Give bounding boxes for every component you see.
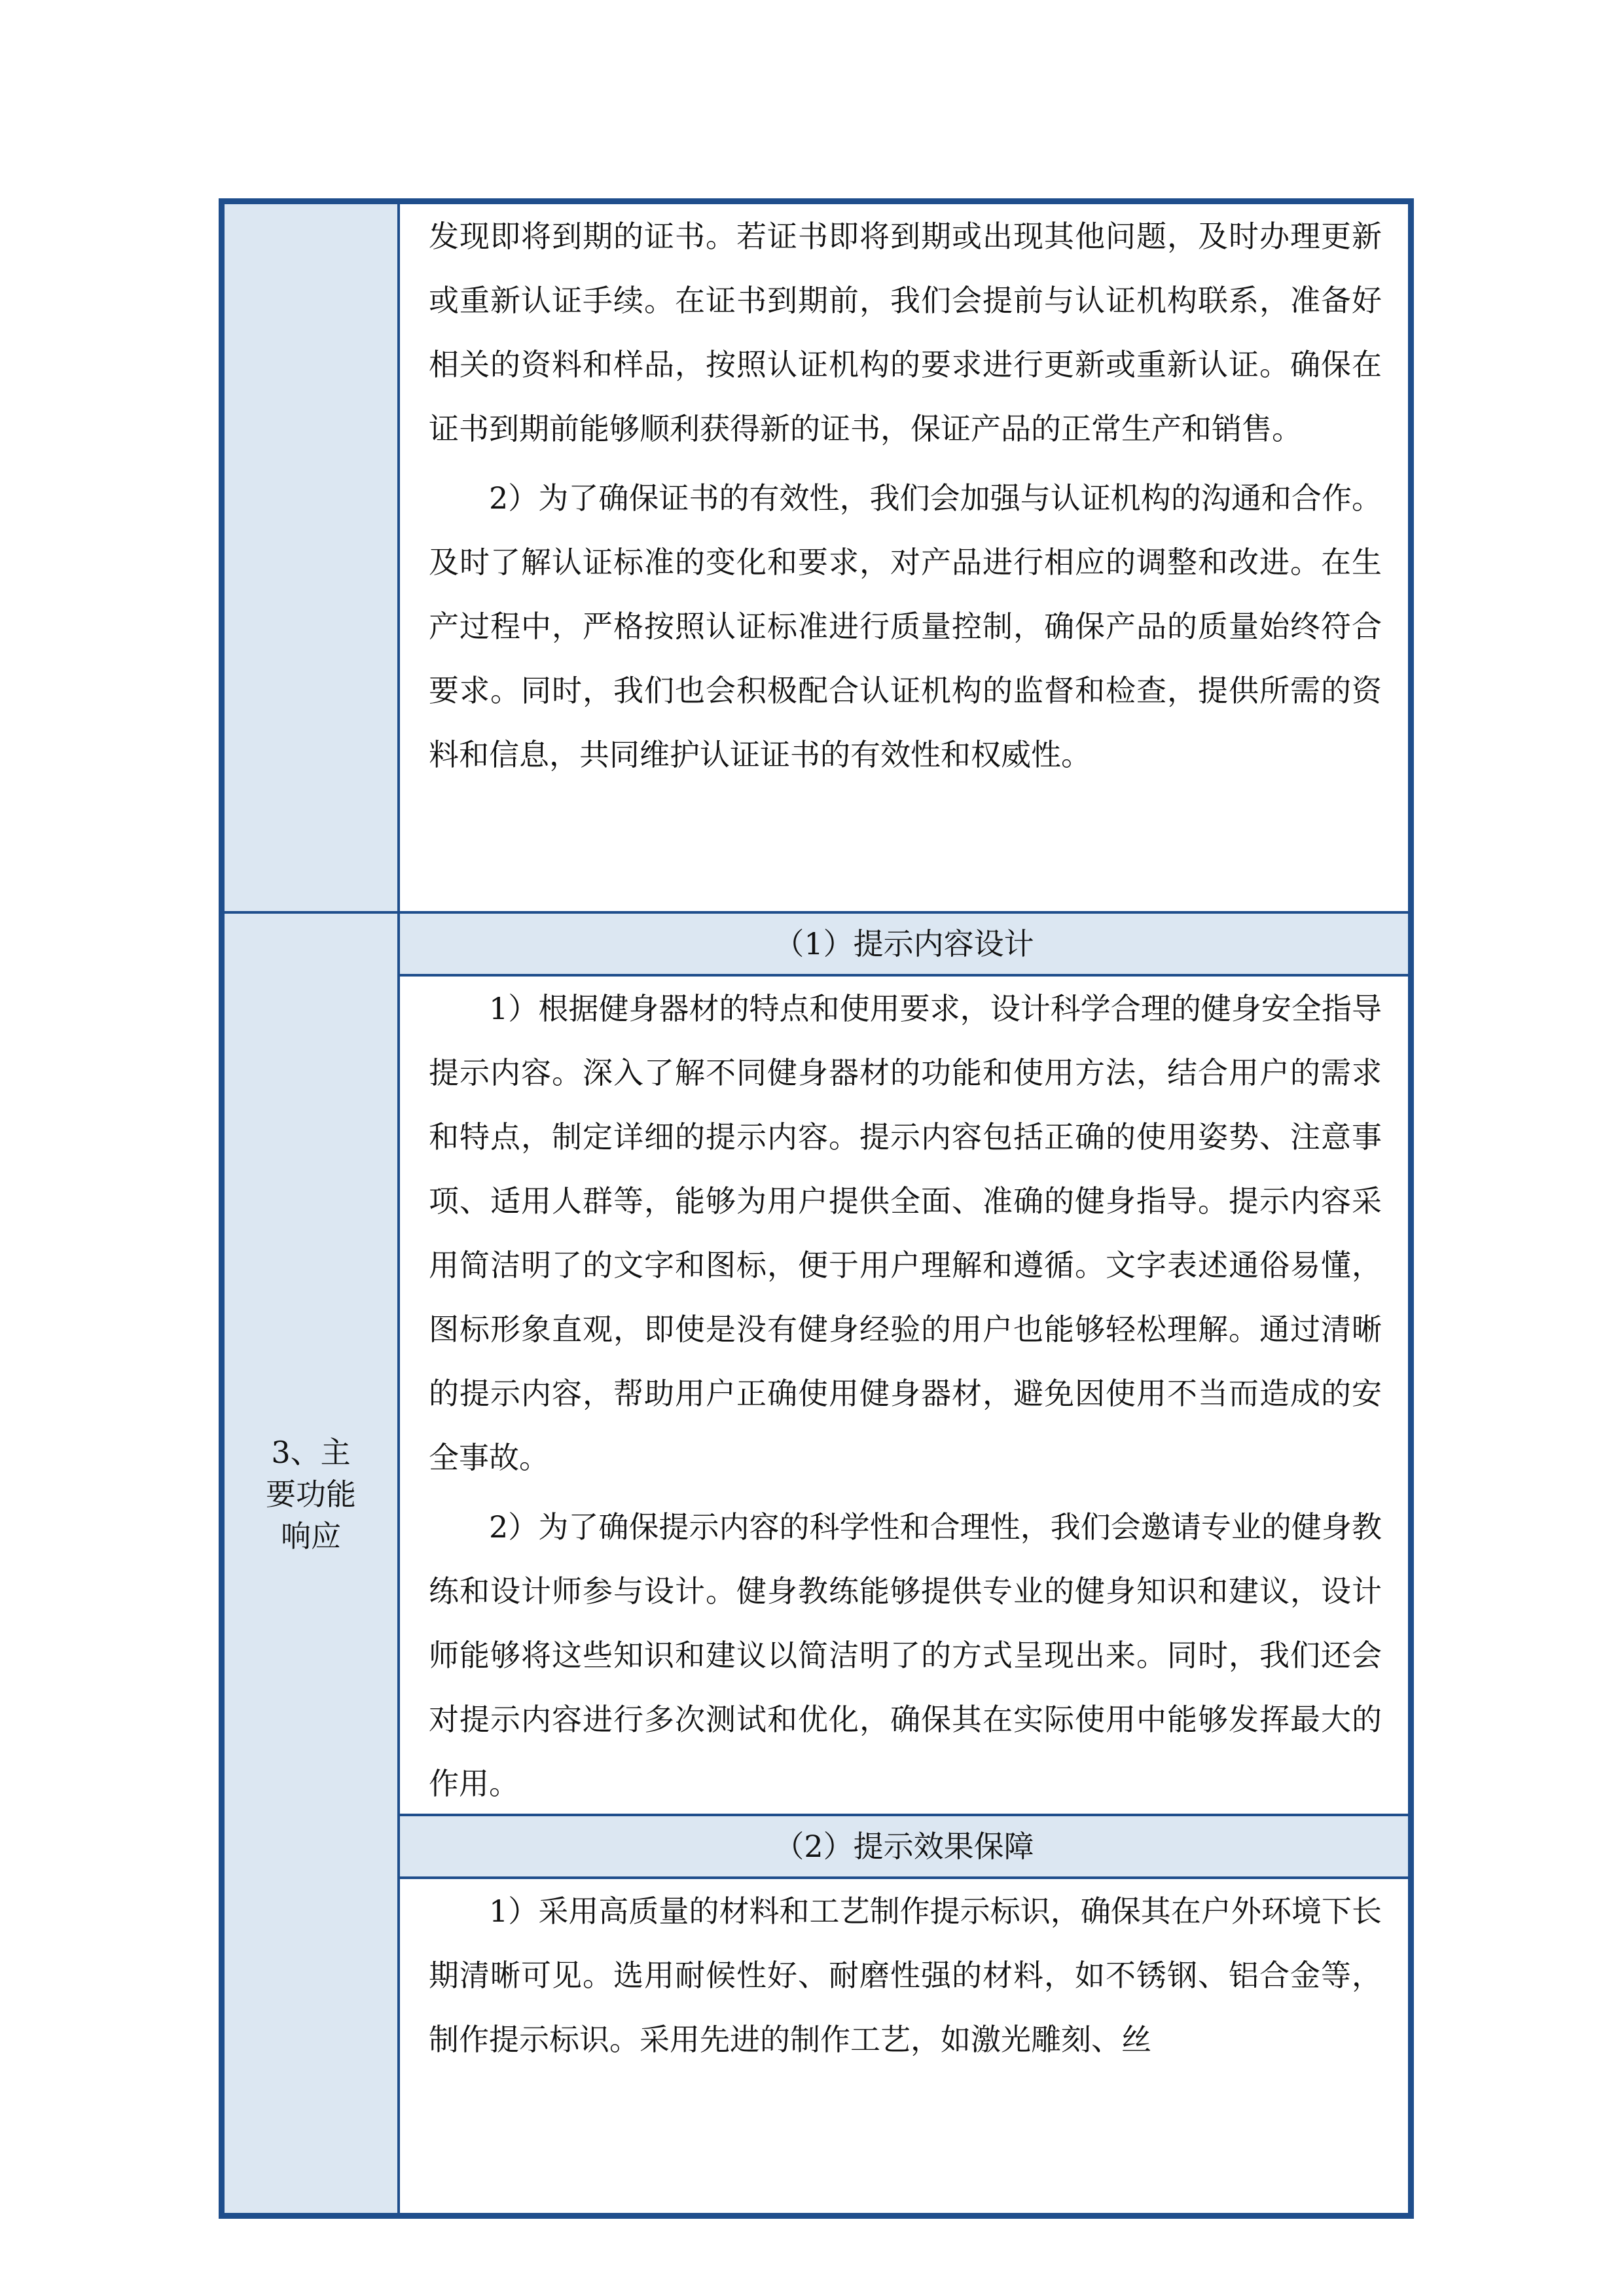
section2-header bbox=[400, 1816, 1408, 1876]
section2-content bbox=[400, 1879, 1408, 2072]
section1-content bbox=[400, 977, 1408, 1816]
section2-title: （2）提示效果保障 bbox=[774, 1829, 1034, 1864]
section1-paragraph-1: 1）根据健身器材的特点和使用要求，设计科学合理的健身安全指导提示内容。深入了解不同健身器材的功能和使用方法，结合用户的需求和特点，制定详细的提示内容。提示内容包括正确的使用姿势、注意事项、适用人群等，能够为用户提供全面、准确的健身指导。提示内容采用简洁明了的文字和图标，便于用户理解和遵循。文字表述通俗易懂，图标形象直观，即使是没有健身经验的用户也能够轻松理解。通过清晰的提示内容，帮助用户正确使用健身器材，避免因使用不当而造成的安全事故。 bbox=[429, 991, 1382, 1475]
label-column bbox=[225, 204, 400, 2213]
section2-paragraph-1: 1）采用高质量的材料和工艺制作提示标识，确保其在户外环境下长期清晰可见。选用耐候性好、耐磨性强的材料，如不锈钢、铝合金等，制作提示标识。采用先进的制作工艺，如激光雕刻、丝 bbox=[429, 1893, 1382, 2057]
section1-title: （1）提示内容设计 bbox=[774, 926, 1034, 961]
row1-paragraph-2: 2）为了确保证书的有效性，我们会加强与认证机构的沟通和合作。及时了解认证标准的变化和要求，对产品进行相应的调整和改进。在生产过程中，严格按照认证标准进行质量控制，确保产品的质量始终符合要求。同时，我们也会积极配合认证机构的监督和检查，提供所需的资料和信息，共同维护认证证书的有效性和权威性。 bbox=[429, 480, 1382, 772]
row1-content bbox=[400, 204, 1408, 787]
section1-paragraph-2: 2）为了确保提示内容的科学性和合理性，我们会邀请专业的健身教练和设计师参与设计。健身教练能够提供专业的健身知识和建议，设计师能够将这些知识和建议以简洁明了的方式呈现出来。同时，我们还会对提示内容进行多次测试和优化，确保其在实际使用中能够发挥最大的作用。 bbox=[429, 1509, 1382, 1801]
section1-header bbox=[400, 914, 1408, 974]
row2-label: 3、主要功能响应 bbox=[266, 1435, 356, 1554]
document-table bbox=[219, 198, 1414, 2219]
row1-paragraph-1: 发现即将到期的证书。若证书即将到期或出现其他问题，及时办理更新或重新认证手续。在证书到期前，我们会提前与认证机构联系，准备好相关的资料和样品，按照认证机构的要求进行更新或重新认证。确保在证书到期前能够顺利获得新的证书，保证产品的正常生产和销售。 bbox=[429, 219, 1382, 446]
